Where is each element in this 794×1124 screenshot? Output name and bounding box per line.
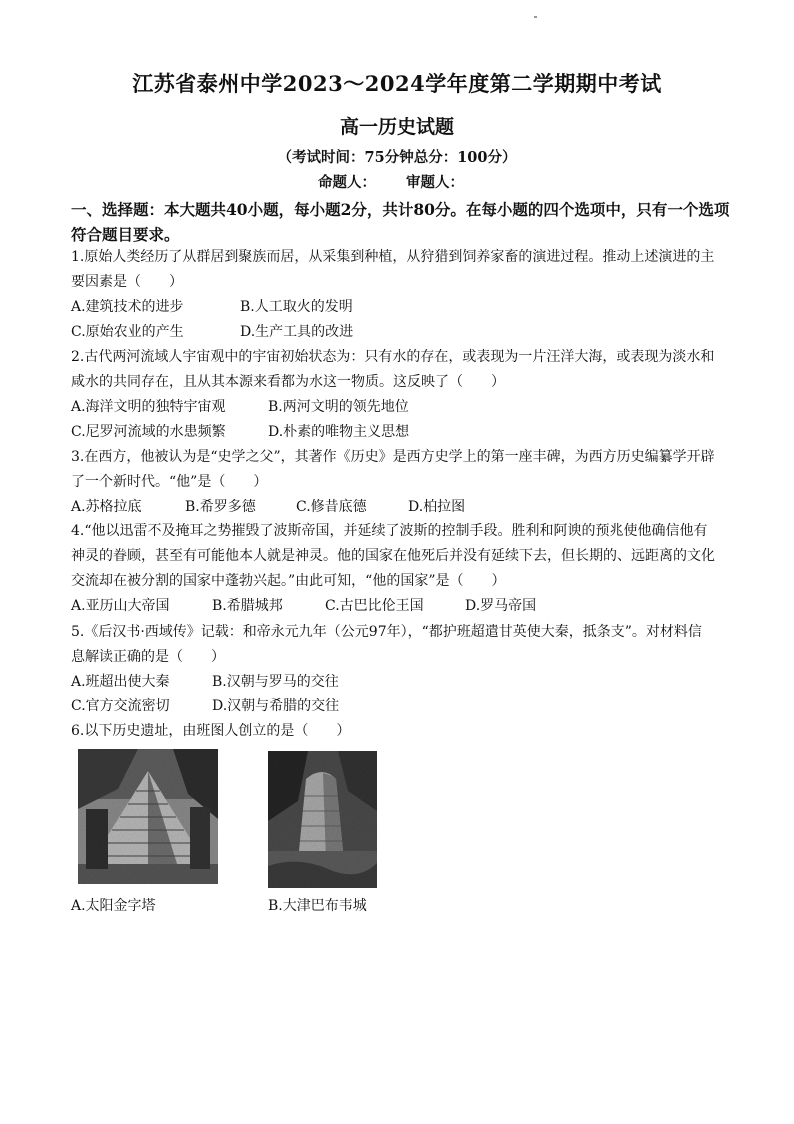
photo-great-zimbabwe [268, 751, 377, 888]
question-1-option-a: A.建筑技术的进步 [71, 299, 184, 315]
question-5-option-b: B.汉朝与罗马的交往 [212, 674, 339, 690]
question-2-option-a: A.海洋文明的独特宇宙观 [71, 399, 226, 415]
exam-info: （考试时间：75分钟总分：100分） [277, 149, 517, 166]
question-1-text: 1.原始人类经历了从群居到聚族而居，从采集到种植，从狩猎到饲养家畜的演进过程。推动上述演进的主 [71, 249, 715, 265]
question-5-option-a: A.班超出使大秦 [71, 674, 170, 690]
question-2-option-b: B.两河文明的领先地位 [268, 399, 409, 415]
question-2-text: 咸水的共同存在，且从其本源来看都为水这一物质。这反映了（ ） [71, 374, 505, 390]
question-6-text: 6.以下历史遗址，由班图人创立的是（ ） [71, 723, 351, 739]
authors-line [318, 171, 494, 192]
question-3-option-c: C.修昔底德 [296, 499, 367, 515]
reviewer-label: 审题人： [406, 174, 464, 191]
question-2-option-c: C.尼罗河流域的水患频繁 [71, 424, 226, 440]
question-2-text: 2.古代两河流域人宇宙观中的宇宙初始状态为：只有水的存在，或表现为一片汪洋大海，或表现为淡水和 [71, 349, 715, 365]
question-4-option-a: A.亚历山大帝国 [71, 598, 170, 614]
question-5-text: 息解读正确的是（ ） [71, 649, 225, 665]
pyramid-photo-image [78, 749, 218, 884]
question-1-option-c: C.原始农业的产生 [71, 324, 184, 340]
exam-title: 江苏省泰州中学2023～2024学年度第二学期期中考试 [132, 71, 662, 96]
question-5-text: 5.《后汉书·西域传》记载：和帝永元九年（公元97年），“都护班超遣甘英使大秦，抵条支”。对材料信 [71, 624, 702, 640]
question-5-option-c: C.官方交流密切 [71, 698, 170, 714]
question-4-option-b: B.希腊城邦 [212, 598, 283, 614]
question-4-text: 4.“他以迅雷不及掩耳之势摧毁了波斯帝国，并延续了波斯的控制手段。胜利和阿谀的预兆使他确信他有 [71, 523, 708, 539]
exam-subtitle: 高一历史试题 [339, 116, 454, 138]
question-3-option-a: A.苏格拉底 [71, 499, 142, 515]
question-5-option-d: D.汉朝与希腊的交往 [212, 698, 340, 714]
question-3-text: 3.在西方，他被认为是“史学之父”，其著作《历史》是西方史学上的第一座丰碑，为西方历史编纂学开辟 [71, 449, 715, 465]
question-4-option-c: C.古巴比伦王国 [325, 598, 424, 614]
question-4-text: 交流却在被分割的国家中蓬勃兴起。”由此可知，“他的国家”是（ ） [71, 573, 506, 589]
question-1-option-b: B.人工取火的发明 [240, 299, 353, 315]
question-3-option-d: D.柏拉图 [408, 499, 466, 515]
setter-label: 命题人： [318, 174, 376, 191]
question-1-option-d: D.生产工具的改进 [240, 324, 354, 340]
question-2-option-d: D.朴素的唯物主义思想 [268, 424, 410, 440]
question-4-text: 神灵的眷顾，甚至有可能他本人就是神灵。他的国家在他死后并没有延续下去，但长期的、远距离的文化 [71, 548, 715, 564]
zimbabwe-photo-image [268, 751, 377, 888]
photo-sun-pyramid [78, 749, 218, 884]
section-heading: 一、选择题：本大题共40小题，每小题2分，共计80分。在每小题的四个选项中，只有一个选项符合题目要求。 [71, 200, 730, 244]
scan-speck [534, 16, 537, 18]
question-3-text: 了一个新时代。“他”是（ ） [71, 474, 268, 490]
question-6-option-b: B.大津巴布韦城 [268, 898, 367, 914]
question-4-option-d: D.罗马帝国 [465, 598, 537, 614]
question-1-text: 要因素是（ ） [71, 274, 183, 290]
question-6-option-a: A.太阳金字塔 [71, 898, 156, 914]
question-3-option-b: B.希罗多德 [185, 499, 256, 515]
